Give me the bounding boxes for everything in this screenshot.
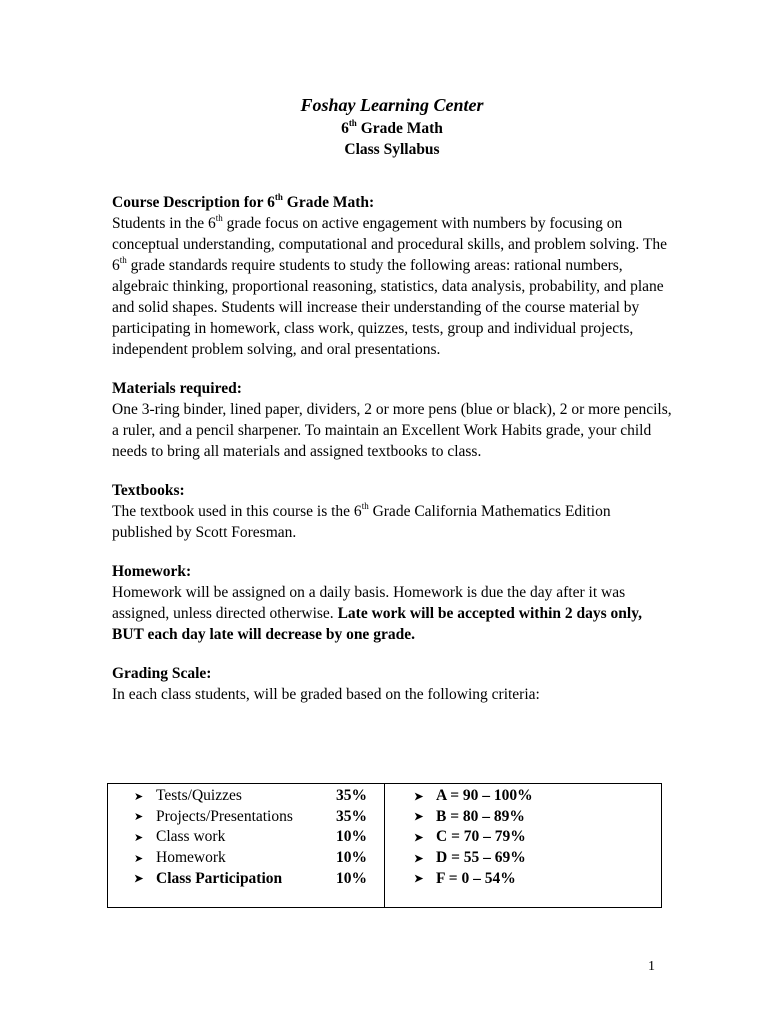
scale-label: F = 0 – 54% <box>436 869 516 887</box>
scale-row <box>414 807 661 828</box>
arrow-bullet-icon: ➤ <box>134 831 144 844</box>
grading-intro: In each class students, will be graded based on the following criteria: <box>112 686 540 703</box>
criteria-percent: 35% <box>336 807 367 825</box>
arrow-bullet-icon: ➤ <box>134 790 144 803</box>
scale-label: C = 70 – 79% <box>436 828 526 846</box>
course-p1-cont: grade focus on active engagement with numbers by focusing on conceptual understanding, computational and procedural skills, and problem solving. The 6 <box>112 215 667 274</box>
homework-bold: Late work will be accepted within 2 days only, BUT each day late will decrease by one grade. <box>112 605 642 643</box>
textbooks-sup: th <box>361 500 369 511</box>
arrow-bullet-icon: ➤ <box>134 852 144 865</box>
criteria-label: Homework <box>156 849 226 867</box>
course-heading-post: Grade Math: <box>282 194 375 211</box>
page-number: 1 <box>648 959 655 974</box>
criteria-label: Class work <box>156 828 226 846</box>
criteria-row <box>134 807 384 828</box>
arrow-bullet-icon: ➤ <box>414 790 424 803</box>
course-title <box>112 118 672 139</box>
arrow-bullet-icon: ➤ <box>414 873 424 886</box>
criteria-row <box>134 827 384 848</box>
criteria-label: Projects/Presentations <box>156 807 293 825</box>
materials-heading: Materials required: <box>112 380 242 397</box>
syllabus-title: Class Syllabus <box>344 141 440 158</box>
scale-row <box>414 827 661 848</box>
homework-plain: Homework will be assigned on a daily basis. Homework is due the day after it was assigned, unless directed otherwise. <box>112 584 626 622</box>
course-heading-sup: th <box>274 191 283 202</box>
criteria-row <box>134 868 384 889</box>
criteria-percent: 35% <box>336 787 367 805</box>
document-page <box>112 92 672 705</box>
course-p1-sup: th <box>215 212 223 223</box>
criteria-percent: 10% <box>336 869 367 887</box>
arrow-bullet-icon: ➤ <box>134 873 144 886</box>
scale-label: B = 80 – 89% <box>436 807 525 825</box>
scale-row <box>414 868 661 889</box>
textbooks-heading: Textbooks: <box>112 482 185 499</box>
scale-label: A = 90 – 100% <box>436 787 533 805</box>
arrow-bullet-icon: ➤ <box>134 811 144 824</box>
materials-text: One 3-ring binder, lined paper, dividers, 2 or more pens (blue or black), 2 or more pencils, a ruler, and a pencil sharpener. To maintain an Excellent Work Habits grade, your child needs to bring all materials and assigned textbooks to class. <box>112 401 672 460</box>
homework-text <box>112 582 672 645</box>
homework-heading: Homework: <box>112 563 192 580</box>
course-p1-sup2: th <box>119 254 127 265</box>
course-description-text <box>112 213 672 360</box>
course-p1-rest: grade standards require students to study the following areas: rational numbers, algebraic thinking, proportional reasoning, statistics, data analysis, probability, and plane and solid shapes. Students will increase their understanding of the course material by participating in homework, class work, quizzes, tests, group and individual projects, independent problem solving, and oral presentations. <box>112 257 664 358</box>
textbooks-pre: The textbook used in this course is the 6 <box>112 503 362 520</box>
grading-table <box>107 783 662 908</box>
criteria-percent: 10% <box>336 828 367 846</box>
grade-sup: th <box>348 117 357 128</box>
course-p1: Students in the 6 <box>112 215 216 232</box>
school-title: Foshay Learning Center <box>300 95 484 115</box>
criteria-percent: 10% <box>336 849 367 867</box>
arrow-bullet-icon: ➤ <box>414 811 424 824</box>
criteria-label: Tests/Quizzes <box>156 787 242 805</box>
arrow-bullet-icon: ➤ <box>414 831 424 844</box>
criteria-label: Class Participation <box>156 869 283 887</box>
criteria-row <box>134 786 384 807</box>
scale-label: D = 55 – 69% <box>436 849 526 867</box>
textbooks-text <box>112 501 672 543</box>
course-description-heading <box>112 192 672 213</box>
textbooks-post: Grade California Mathematics Edition published by Scott Foresman. <box>112 503 611 541</box>
scale-row <box>414 848 661 869</box>
scale-column <box>385 784 661 907</box>
grade-rest: Grade Math <box>356 120 443 137</box>
grade-number: 6 <box>341 120 349 137</box>
criteria-row <box>134 848 384 869</box>
arrow-bullet-icon: ➤ <box>414 852 424 865</box>
grading-heading: Grading Scale: <box>112 665 212 682</box>
course-heading-pre: Course Description for 6 <box>112 194 275 211</box>
criteria-column <box>108 784 385 907</box>
scale-row <box>414 786 661 807</box>
